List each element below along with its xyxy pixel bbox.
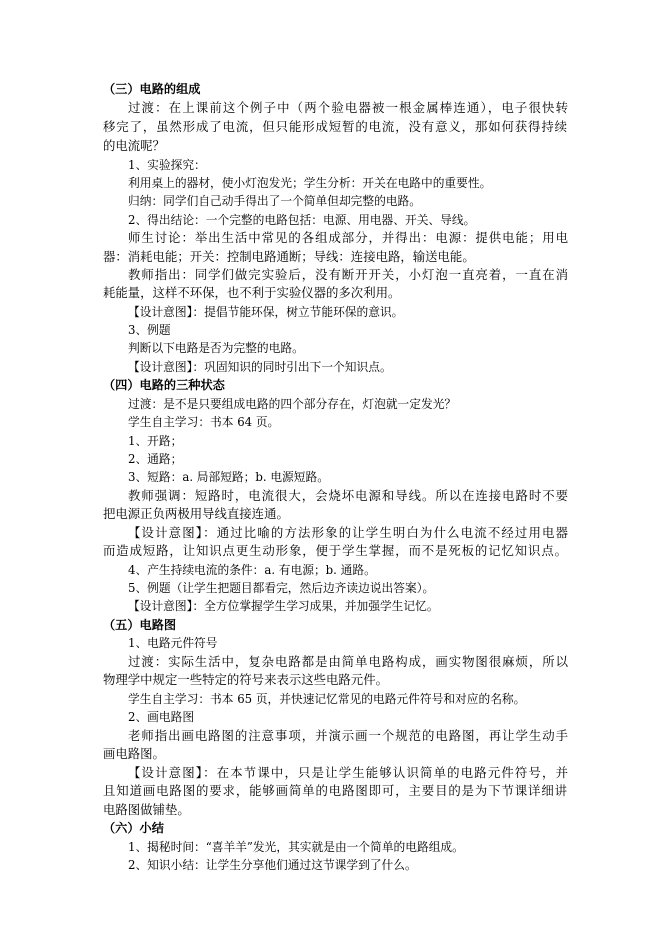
paragraph-line: 的电流呢？ (103, 138, 165, 153)
paragraph-line: 1、实验探究： (128, 158, 206, 172)
design-intent-line: 【设计意图】：全方位掌握学生学习成果，并加强学生记忆。 (128, 599, 439, 613)
design-intent-line: 【设计意图】：在本节课中，只是让学生能够认识简单的电路元件符号，并 (128, 765, 568, 780)
paragraph-line: 1、揭秘时间：“喜羊羊”发光，其实就是由一个简单的电路组成。 (128, 840, 464, 854)
paragraph-line: 2、知识小结：让学生分享他们通过这节课学到了什么。 (128, 858, 417, 872)
paragraph-line: 电路图做铺垫。 (103, 802, 190, 817)
paragraph-line: 学生自主学习：书本 64 页。 (128, 415, 280, 429)
paragraph-line: 而造成短路，让知识点更生动形象，便于学生掌握，而不是死板的记忆知识点。 (103, 543, 567, 558)
design-intent-line: 【设计意图】：通过比喻的方法形象的让学生明白为什么电流不经过用电器 (128, 525, 568, 540)
paragraph-line: 物理学中规定一些特定的符号来表示这些电路元件。 (103, 672, 388, 687)
paragraph-line: 师生讨论：举出生活中常见的各组成部分，并得出：电源：提供电能；用电 (128, 230, 568, 245)
paragraph-line: 4、产生持续电流的条件：a. 有电源；b. 通路。 (128, 563, 376, 577)
paragraph-line: 归纳：同学们自己动手得出了一个简单但却完整的电路。 (128, 194, 421, 208)
design-intent-line: 【设计意图】：提倡节能环保，树立节能环保的意识。 (128, 305, 404, 319)
paragraph-line: 1、开路； (128, 434, 183, 448)
section-heading-6: （六）小结 (103, 821, 164, 835)
paragraph-line: 学生自主学习：书本 65 页，并快速记忆常见的电路元件符号和对应的名称。 (128, 692, 526, 706)
paragraph-line: 3、短路：a. 局部短路；b. 电源短路。 (128, 470, 329, 484)
paragraph-line: 过渡：是不是只要组成电路的四个部分存在，灯泡就一定发光？ (128, 397, 457, 411)
paragraph-line: 耗能量，这样不环保，也不利于实验仪器的多次利用。 (103, 285, 401, 300)
paragraph-line: 判断以下电路是否为完整的电路。 (128, 341, 304, 355)
section-heading-4: （四）电路的三种状态 (103, 378, 225, 392)
paragraph-line: 且知道画电路图的要求，能够画简单的电路图即可，主要目的是为下节课详细讲 (103, 783, 567, 798)
paragraph-line: 过渡：实际生活中，复杂电路都是由简单电路构成，画实物图很麻烦，所以 (128, 654, 568, 669)
design-intent-line: 【设计意图】：巩固知识的同时引出下一个知识点。 (128, 360, 392, 374)
paragraph-line: 教师指出：同学们做完实验后，没有断开开关，小灯泡一直亮着，一直在消 (128, 267, 568, 282)
section-heading-3: （三）电路的组成 (103, 82, 201, 96)
paragraph-line: 2、得出结论：一个完整的电路包括：电源、用电器、开关、导线。 (128, 213, 476, 227)
paragraph-line: 2、画电路图 (128, 710, 195, 724)
paragraph-line: 过渡：在上课前这个例子中（两个验电器被一根金属棒连通），电子很快转 (128, 100, 568, 115)
paragraph-line: 3、例题 (128, 323, 171, 337)
paragraph-line: 利用桌上的器材，使小灯泡发光；学生分析：开关在电路中的重要性。 (128, 176, 492, 190)
paragraph-line: 1、电路元件符号 (128, 636, 218, 650)
paragraph-line: 5、例题（让学生把题目都看完，然后边齐读边说出答案）。 (128, 581, 435, 595)
paragraph-line: 画电路图。 (103, 746, 165, 761)
paragraph-line: 器：消耗电能；开关：控制电路通断；导线：连接电路，输送电能。 (103, 249, 475, 264)
paragraph-line: 2、通路； (128, 452, 183, 466)
paragraph-line: 教师强调：短路时，电流很大，会烧坏电源和导线。所以在连接电路时不要 (128, 488, 568, 503)
paragraph-line: 老师指出画电路图的注意事项，并演示画一个规范的电路图，再让学生动手 (128, 728, 568, 743)
paragraph-line: 把电源正负两极用导线直接连通。 (103, 506, 289, 521)
section-heading-5: （五）电路图 (103, 618, 177, 632)
paragraph-line: 移完了，虽然形成了电流，但只能形成短暂的电流，没有意义，那如何获得持续 (103, 119, 567, 134)
